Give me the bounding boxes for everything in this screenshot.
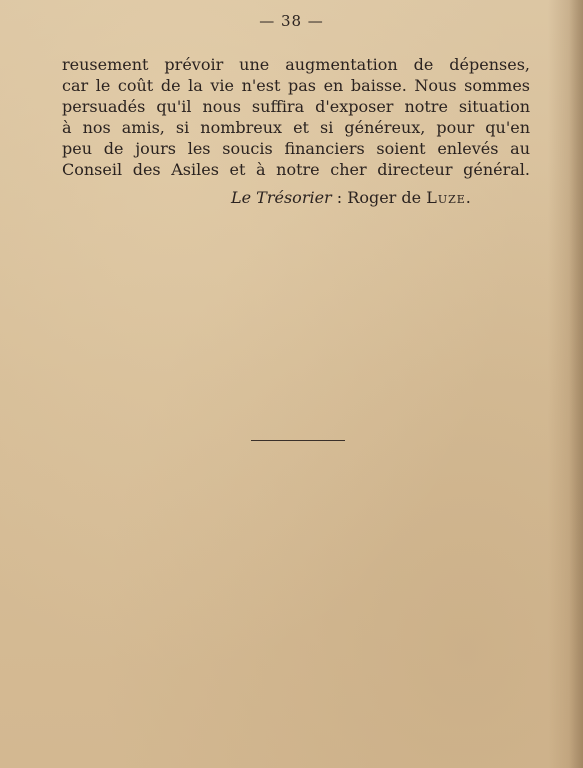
section-divider xyxy=(251,440,345,441)
paragraph-line: à nos amis, si nombreux et si généreux, pour qu'en xyxy=(62,118,530,137)
paragraph-line: Conseil des Asiles et à notre cher directeur général. xyxy=(62,160,530,179)
paragraph-line: persuadés qu'il nous suffira d'exposer notre situation xyxy=(62,97,530,116)
signature xyxy=(231,188,472,207)
paragraph-line: reusement prévoir une augmentation de dépenses, xyxy=(62,55,530,74)
paragraph-line: peu de jours les soucis financiers soient enlevés au xyxy=(62,139,530,158)
signature-name: Roger de xyxy=(347,188,427,207)
paragraph xyxy=(62,54,530,180)
paragraph-line: car le coût de la vie n'est pas en baisse. Nous sommes xyxy=(62,76,530,95)
page-edge-shadow xyxy=(569,0,583,768)
signature-separator: : xyxy=(331,188,348,207)
page-number: — 38 — xyxy=(259,12,324,30)
signature-surname: Luze. xyxy=(426,188,472,207)
signature-role: Le Trésorier xyxy=(231,188,332,207)
